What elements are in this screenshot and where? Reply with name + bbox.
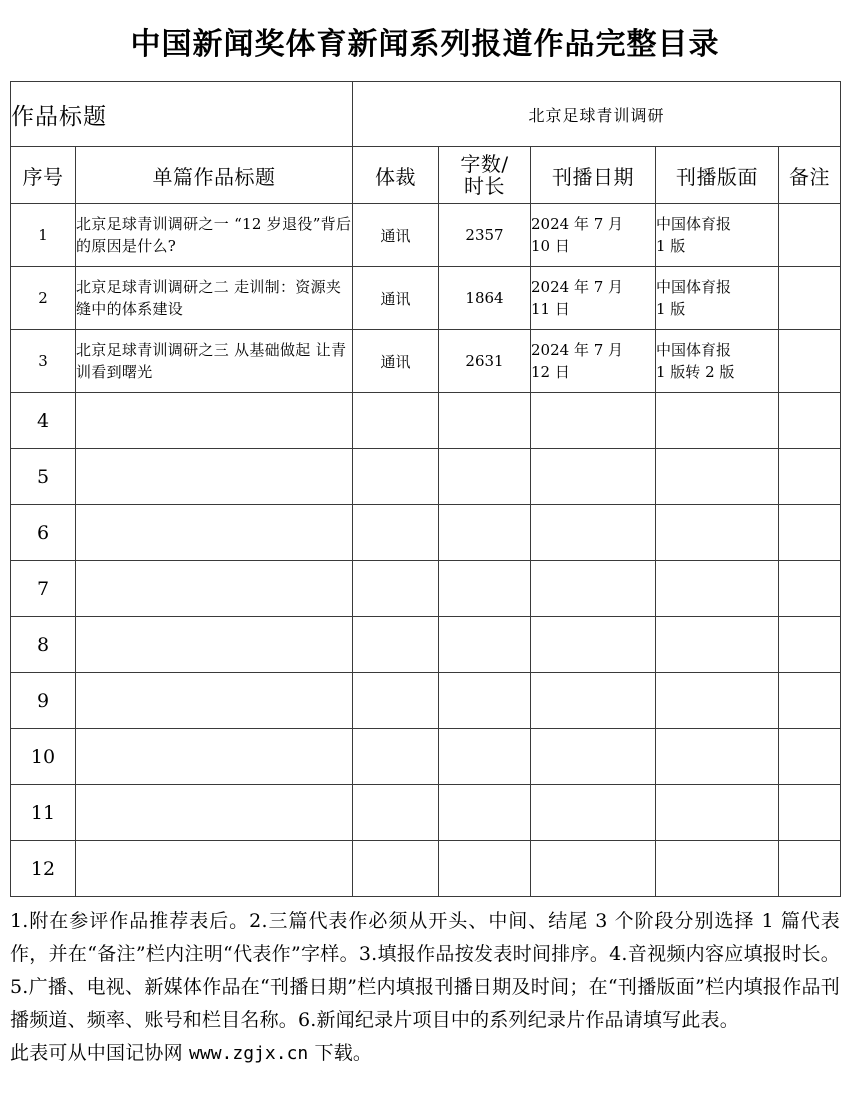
row-genre bbox=[353, 393, 439, 449]
footnotes bbox=[10, 905, 840, 1070]
row-remark bbox=[779, 729, 841, 785]
footnote-instructions: 1.附在参评作品推荐表后。2.三篇代表作必须从开头、中间、结尾 3 个阶段分别选择 1 篇代表作，并在“备注”栏内注明“代表作”字样。3.填报作品按发表时间排序。4.音视频内容应填报时长。5.广播、电视、新媒体作品在“刊播日期”栏内填报刊播日期及时间；在“刊播版面”栏内填报作品刊播频道、频率、账号和栏目名称。6.新闻纪录片项目中的系列纪录片作品请填写此表。 bbox=[10, 910, 840, 1031]
row-remark bbox=[779, 204, 841, 267]
table-row bbox=[11, 729, 841, 785]
work-title-label: 作品标题 bbox=[11, 82, 353, 147]
row-article-title bbox=[76, 393, 353, 449]
row-publish-page-line1: 中国体育报 bbox=[656, 214, 732, 233]
row-genre bbox=[353, 449, 439, 505]
row-publish-date-line2: 11 日 bbox=[531, 300, 570, 318]
column-header-page: 刊播版面 bbox=[656, 147, 779, 204]
row-publish-page-line1: 中国体育报 bbox=[656, 340, 732, 359]
table-row bbox=[11, 673, 841, 729]
row-article-title: 北京足球青训调研之一 “12 岁退役”背后的原因是什么? bbox=[76, 204, 353, 267]
row-publish-date bbox=[531, 673, 656, 729]
row-remark bbox=[779, 673, 841, 729]
row-publish-date bbox=[531, 561, 656, 617]
row-genre bbox=[353, 673, 439, 729]
column-header-wordcount bbox=[439, 147, 531, 204]
row-remark bbox=[779, 505, 841, 561]
row-wordcount bbox=[439, 561, 531, 617]
row-publish-page-line2: 1 版 bbox=[656, 237, 686, 255]
row-genre bbox=[353, 785, 439, 841]
row-publish-page bbox=[656, 561, 779, 617]
row-article-title bbox=[76, 561, 353, 617]
row-remark bbox=[779, 841, 841, 897]
row-wordcount bbox=[439, 505, 531, 561]
footnote-download-line bbox=[10, 1037, 840, 1070]
catalog-table-wrapper bbox=[10, 81, 840, 897]
row-publish-page-line2: 1 版 bbox=[656, 300, 686, 318]
table-row bbox=[11, 505, 841, 561]
column-header-wordcount-line1: 字数/ bbox=[460, 151, 509, 176]
row-article-title: 北京足球青训调研之二 走训制：资源夹缝中的体系建设 bbox=[76, 267, 353, 330]
row-number: 6 bbox=[11, 505, 76, 561]
row-number: 5 bbox=[11, 449, 76, 505]
row-publish-page bbox=[656, 449, 779, 505]
row-number: 9 bbox=[11, 673, 76, 729]
table-row bbox=[11, 841, 841, 897]
row-publish-page bbox=[656, 267, 779, 330]
row-publish-date bbox=[531, 204, 656, 267]
row-wordcount bbox=[439, 393, 531, 449]
table-row bbox=[11, 785, 841, 841]
row-wordcount bbox=[439, 785, 531, 841]
row-remark bbox=[779, 449, 841, 505]
row-wordcount: 2357 bbox=[439, 204, 531, 267]
row-number: 8 bbox=[11, 617, 76, 673]
column-header-genre: 体裁 bbox=[353, 147, 439, 204]
table-row bbox=[11, 449, 841, 505]
row-article-title bbox=[76, 785, 353, 841]
row-wordcount bbox=[439, 449, 531, 505]
row-genre bbox=[353, 561, 439, 617]
row-publish-date bbox=[531, 617, 656, 673]
row-genre bbox=[353, 617, 439, 673]
row-publish-page bbox=[656, 617, 779, 673]
catalog-table bbox=[10, 81, 841, 897]
row-genre: 通讯 bbox=[353, 204, 439, 267]
row-publish-page bbox=[656, 330, 779, 393]
footnote-download-suffix: 下载。 bbox=[308, 1042, 373, 1064]
row-remark bbox=[779, 393, 841, 449]
row-publish-date bbox=[531, 330, 656, 393]
row-publish-page bbox=[656, 204, 779, 267]
row-publish-date bbox=[531, 393, 656, 449]
row-genre bbox=[353, 505, 439, 561]
column-header-no: 序号 bbox=[11, 147, 76, 204]
column-header-remark: 备注 bbox=[779, 147, 841, 204]
row-publish-date-line1: 2024 年 7 月 bbox=[531, 340, 624, 359]
row-wordcount bbox=[439, 841, 531, 897]
row-remark bbox=[779, 617, 841, 673]
row-wordcount: 1864 bbox=[439, 267, 531, 330]
row-remark bbox=[779, 267, 841, 330]
row-number: 3 bbox=[11, 330, 76, 393]
row-number: 11 bbox=[11, 785, 76, 841]
row-article-title bbox=[76, 841, 353, 897]
row-number: 10 bbox=[11, 729, 76, 785]
row-wordcount bbox=[439, 729, 531, 785]
row-number: 7 bbox=[11, 561, 76, 617]
row-publish-page-line1: 中国体育报 bbox=[656, 277, 732, 296]
row-publish-date bbox=[531, 267, 656, 330]
row-publish-date-line2: 10 日 bbox=[531, 237, 570, 255]
column-header-title: 单篇作品标题 bbox=[76, 147, 353, 204]
row-number: 1 bbox=[11, 204, 76, 267]
table-header-row bbox=[11, 147, 841, 204]
table-row bbox=[11, 393, 841, 449]
table-row bbox=[11, 330, 841, 393]
row-article-title: 北京足球青训调研之三 从基础做起 让青训看到曙光 bbox=[76, 330, 353, 393]
row-wordcount bbox=[439, 673, 531, 729]
row-publish-date bbox=[531, 785, 656, 841]
column-header-date: 刊播日期 bbox=[531, 147, 656, 204]
row-article-title bbox=[76, 505, 353, 561]
row-publish-page bbox=[656, 505, 779, 561]
row-remark bbox=[779, 785, 841, 841]
row-publish-date bbox=[531, 505, 656, 561]
row-publish-date-line1: 2024 年 7 月 bbox=[531, 214, 624, 233]
table-row bbox=[11, 561, 841, 617]
row-publish-date-line2: 12 日 bbox=[531, 363, 570, 381]
row-number: 12 bbox=[11, 841, 76, 897]
row-publish-date bbox=[531, 841, 656, 897]
row-publish-date bbox=[531, 449, 656, 505]
row-publish-page bbox=[656, 673, 779, 729]
table-row bbox=[11, 267, 841, 330]
work-title-value: 北京足球青训调研 bbox=[353, 82, 841, 147]
footnote-download-prefix: 此表可从中国记协网 bbox=[10, 1042, 190, 1064]
row-article-title bbox=[76, 729, 353, 785]
table-row bbox=[11, 617, 841, 673]
row-genre bbox=[353, 729, 439, 785]
row-wordcount: 2631 bbox=[439, 330, 531, 393]
work-title-row bbox=[11, 82, 841, 147]
row-genre: 通讯 bbox=[353, 330, 439, 393]
row-genre: 通讯 bbox=[353, 267, 439, 330]
footnote-download-url: www.zgjx.cn bbox=[189, 1043, 309, 1064]
row-publish-page bbox=[656, 729, 779, 785]
row-wordcount bbox=[439, 617, 531, 673]
row-remark bbox=[779, 330, 841, 393]
row-number: 4 bbox=[11, 393, 76, 449]
row-publish-page bbox=[656, 785, 779, 841]
row-publish-date bbox=[531, 729, 656, 785]
row-publish-date-line1: 2024 年 7 月 bbox=[531, 277, 624, 296]
row-publish-page-line2: 1 版转 2 版 bbox=[656, 363, 735, 381]
row-number: 2 bbox=[11, 267, 76, 330]
row-publish-page bbox=[656, 841, 779, 897]
column-header-wordcount-line2: 时长 bbox=[464, 174, 505, 198]
table-row bbox=[11, 204, 841, 267]
row-remark bbox=[779, 561, 841, 617]
page-title: 中国新闻奖体育新闻系列报道作品完整目录 bbox=[130, 27, 720, 62]
row-publish-page bbox=[656, 393, 779, 449]
row-article-title bbox=[76, 449, 353, 505]
row-article-title bbox=[76, 673, 353, 729]
row-article-title bbox=[76, 617, 353, 673]
row-genre bbox=[353, 841, 439, 897]
